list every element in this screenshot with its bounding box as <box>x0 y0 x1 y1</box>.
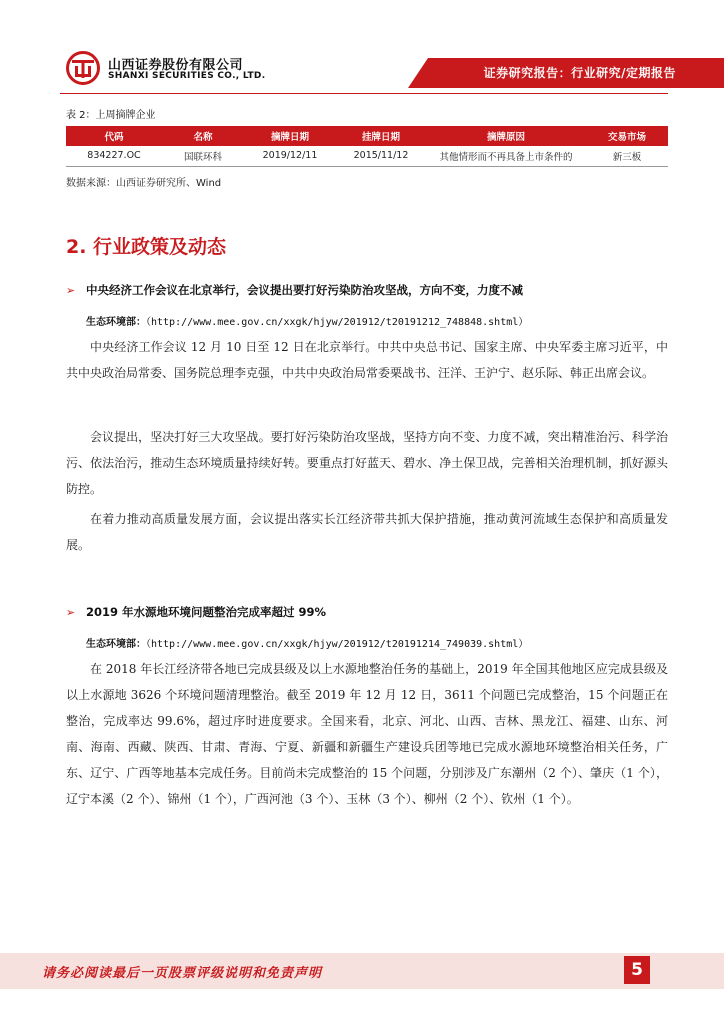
news-headline-text: 中央经济工作会议在北京举行，会议提出要打好污染防治攻坚战，方向不变，力度不减 <box>86 283 523 297</box>
col-header-code: 代码 <box>66 126 162 146</box>
table-header-row <box>66 126 668 146</box>
col-header-market: 交易市场 <box>586 126 668 146</box>
news-source-url: （http://www.mee.gov.cn/xxgk/hjyw/201912/t20191214_749039.shtml） <box>146 639 529 650</box>
cell-code: 834227.OC <box>66 146 162 166</box>
header-divider <box>60 93 668 94</box>
table-source: 数据来源：山西证券研究所、Wind <box>66 178 222 189</box>
bullet-arrow-icon: ➢ <box>66 284 76 297</box>
page-header <box>0 0 724 100</box>
page-number: 5 <box>624 956 650 984</box>
disclaimer-notice: 请务必阅读最后一页股票评级说明和免责声明 <box>42 966 323 981</box>
news-source-url: （http://www.mee.gov.cn/xxgk/hjyw/201912/t20191212_748848.shtml） <box>146 317 529 328</box>
report-type-label: 证券研究报告：行业研究/定期报告 <box>483 66 676 80</box>
news-headline-2 <box>66 604 326 620</box>
news-source-1 <box>86 313 528 328</box>
banner-cut-decoration <box>408 58 428 88</box>
delisted-companies-table <box>66 126 668 167</box>
company-name-en: SHANXI SECURITIES CO., LTD. <box>108 71 266 81</box>
cell-list-date: 2015/11/12 <box>336 146 426 166</box>
cell-delist-date: 2019/12/11 <box>244 146 336 166</box>
news-source-label: 生态环境部： <box>86 639 146 650</box>
news-source-label: 生态环境部： <box>86 317 146 328</box>
shanxi-securities-logo-icon <box>66 51 100 85</box>
col-header-name: 名称 <box>162 126 244 146</box>
news-source-2 <box>86 635 528 650</box>
news1-paragraph-3: 在着力推动高质量发展方面，会议提出落实长江经济带共抓大保护措施，推动黄河流域生态保护和高质量发展。 <box>66 512 668 552</box>
news-headline-1 <box>66 282 523 298</box>
news-headline-text: 2019 年水源地环境问题整治完成率超过 99% <box>86 605 327 619</box>
bullet-arrow-icon: ➢ <box>66 606 76 619</box>
news2-paragraph-1: 在 2018 年长江经济带各地已完成县级及以上水源地整治任务的基础上，2019 年全国其他地区应完成县级及以上水源地 3626 个环境问题清理整治。截至 2019 年 12 月 12 日，3611 个问题已完成整治，15 个问题正在整治，完成率达 99.6%，超过序时进度要求。全国来看，北京、河北、山西、吉林、黑龙江、福建、山东、河南、海南、西藏、陕西、甘肃、青海、宁夏、新疆和新疆生产建设兵团等地已完成水源地环境整治相关任务，广东、辽宁、广西等地基本完成任务。目前尚未完成整治的 15 个问题，分别涉及广东潮州（2 个）、肇庆（1 个），辽宁本溪（2 个）、锦州（1 个），广西河池（3 个）、玉林（3 个）、柳州（2 个）、钦州（1 个）。 <box>66 662 668 806</box>
news1-paragraph-1: 中央经济工作会议 12 月 10 日至 12 日在北京举行。中共中央总书记、国家主席、中央军委主席习近平，中共中央政治局常委、国务院总理李克强，中共中央政治局常委栗战书、汪洋、王沪宁、赵乐际、韩正出席会议。 <box>66 340 668 380</box>
company-name-cn: 山西证券股份有限公司 <box>108 58 244 73</box>
col-header-reason: 摘牌原因 <box>426 126 586 146</box>
table-caption: 表 2：上周摘牌企业 <box>66 110 156 121</box>
cell-reason: 其他情形而不再具备上市条件的 <box>426 146 586 166</box>
col-header-list-date: 挂牌日期 <box>336 126 426 146</box>
news1-paragraph-2: 会议提出，坚决打好三大攻坚战。要打好污染防治攻坚战，坚持方向不变、力度不减，突出精准治污、科学治污、依法治污，推动生态环境质量持续好转。要重点打好蓝天、碧水、净土保卫战，完善相关治理机制，抓好源头防控。 <box>66 430 668 496</box>
section-title: 2. 行业政策及动态 <box>66 236 227 258</box>
cell-name: 国联环科 <box>162 146 244 166</box>
col-header-delist-date: 摘牌日期 <box>244 126 336 146</box>
cell-market: 新三板 <box>586 146 668 166</box>
table-row <box>66 146 668 166</box>
